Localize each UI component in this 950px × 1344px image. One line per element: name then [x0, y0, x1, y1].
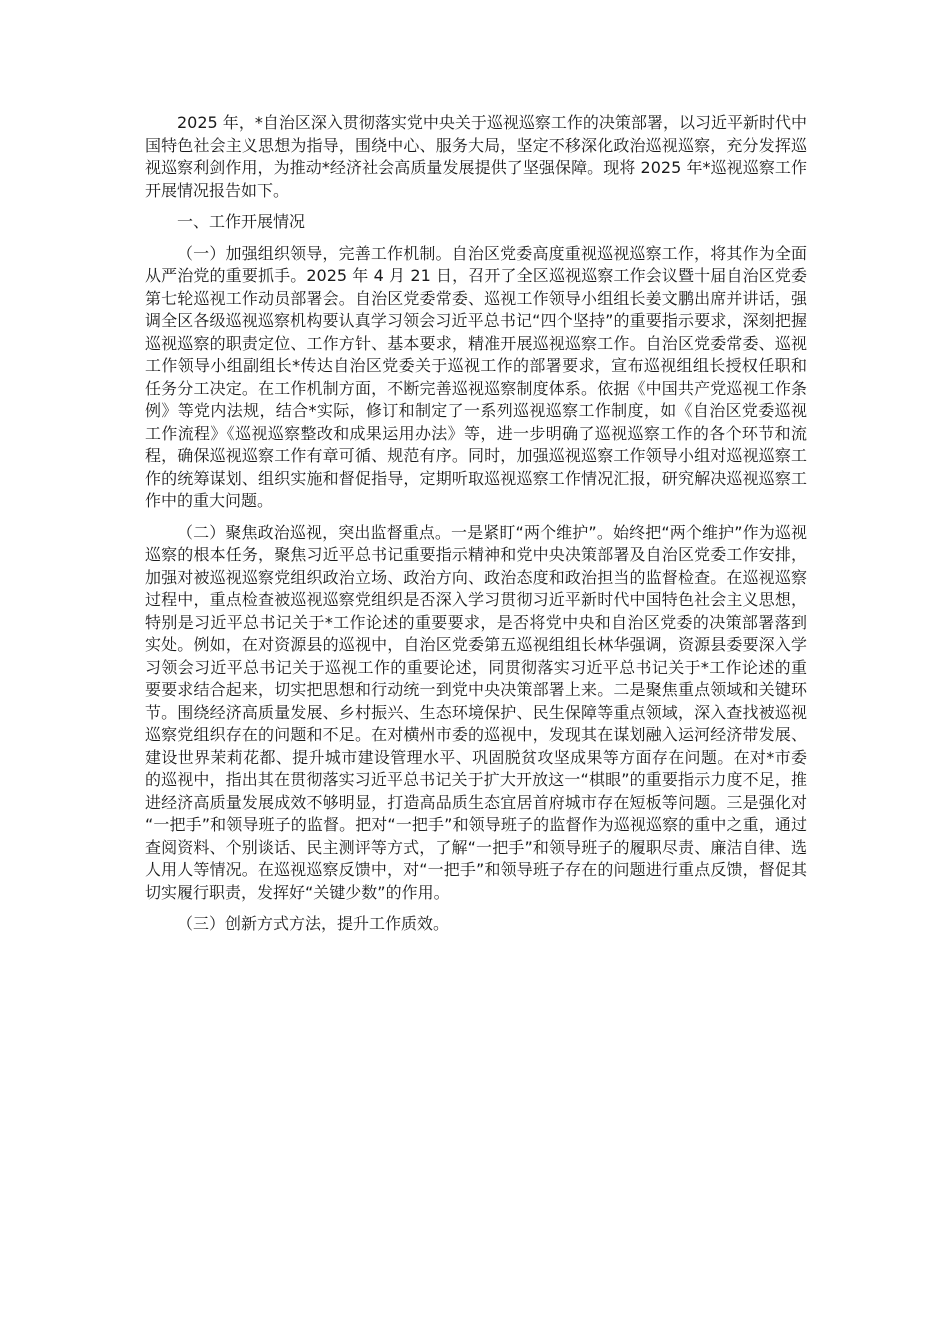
- intro-paragraph: 2025 年，*自治区深入贯彻落实党中央关于巡视巡察工作的决策部署，以习近平新时代中国特色社会主义思想为指导，围绕中心、服务大局，坚定不移深化政治巡视巡察，充分发挥巡视巡察利剑作用，为推动*经济社会高质量发展提供了坚强保障。现将 2025 年*巡视巡察工作开展情况报告如下。: [145, 113, 807, 200]
- document-page: [145, 112, 807, 945]
- section-heading: 一、工作开展情况: [177, 212, 306, 231]
- subsection-3-heading: （三）创新方式方法，提升工作质效。: [177, 914, 450, 933]
- subsection-1-paragraph: （一）加强组织领导，完善工作机制。自治区党委高度重视巡视巡察工作，将其作为全面从严治党的重要抓手。2025 年 4 月 21 日，召开了全区巡视巡察工作会议暨十届自治区党委第七轮巡视工作动员部署会。自治区党委常委、巡视工作领导小组组长姜文鹏出席并讲话，强调全区各级巡视巡察机构要认真学习领会习近平总书记“四个坚持”的重要指示要求，深刻把握巡视巡察的职责定位、工作方针、基本要求，精准开展巡视巡察工作。自治区党委常委、巡视工作领导小组副组长*传达自治区党委关于巡视工作的部署要求，宣布巡视组组长授权任职和任务分工决定。在工作机制方面，不断完善巡视巡察制度体系。依据《中国共产党巡视工作条例》等党内法规，结合*实际，修订和制定了一系列巡视巡察工作制度，如《自治区党委巡视工作流程》《巡视巡察整改和成果运用办法》等，进一步明确了巡视巡察工作的各个环节和流程，确保巡视巡察工作有章可循、规范有序。同时，加强巡视巡察工作领导小组对巡视巡察工作的统筹谋划、组织实施和督促指导，定期听取巡视巡察工作情况汇报，研究解决巡视巡察工作中的重大问题。: [145, 243, 807, 510]
- subsection-2-paragraph: （二）聚焦政治巡视，突出监督重点。一是紧盯“两个维护”。始终把“两个维护”作为巡视巡察的根本任务，聚焦习近平总书记重要指示精神和党中央决策部署及自治区党委工作安排，加强对被巡视巡察党组织政治立场、政治方向、政治态度和政治担当的监督检查。在巡视巡察过程中，重点检查被巡视巡察党组织是否深入学习贯彻习近平新时代中国特色社会主义思想，特别是习近平总书记关于*工作论述的重要要求，是否将党中央和自治区党委的决策部署落到实处。例如，在对资源县的巡视中，自治区党委第五巡视组组长林华强调，资源县委要深入学习领会习近平总书记关于巡视工作的重要论述，同贯彻落实习近平总书记关于*工作论述的重要要求结合起来，切实把思想和行动统一到党中央决策部署上来。二是聚焦重点领域和关键环节。围绕经济高质量发展、乡村振兴、生态环境保护、民生保障等重点领域，深入查找被巡视巡察党组织存在的问题和不足。在对横州市委的巡视中，发现其在谋划融入运河经济带发展、建设世界茉莉花都、提升城市建设管理水平、巩固脱贫攻坚成果等方面存在问题。在对*市委的巡视中，指出其在贯彻落实习近平总书记关于扩大开放这一“棋眼”的重要指示力度不足，推进经济高质量发展成效不够明显，打造高品质生态宜居首府城市存在短板等问题。三是强化对“一把手”和领导班子的监督。把对“一把手”和领导班子的监督作为巡视巡察的重中之重，通过查阅资料、个别谈话、民主测评等方式，了解“一把手”和领导班子的履职尽责、廉洁自律、选人用人等情况。在巡视巡察反馈中，对“一把手”和领导班子存在的问题进行重点反馈，督促其切实履行职责，发挥好“关键少数”的作用。: [145, 522, 807, 902]
